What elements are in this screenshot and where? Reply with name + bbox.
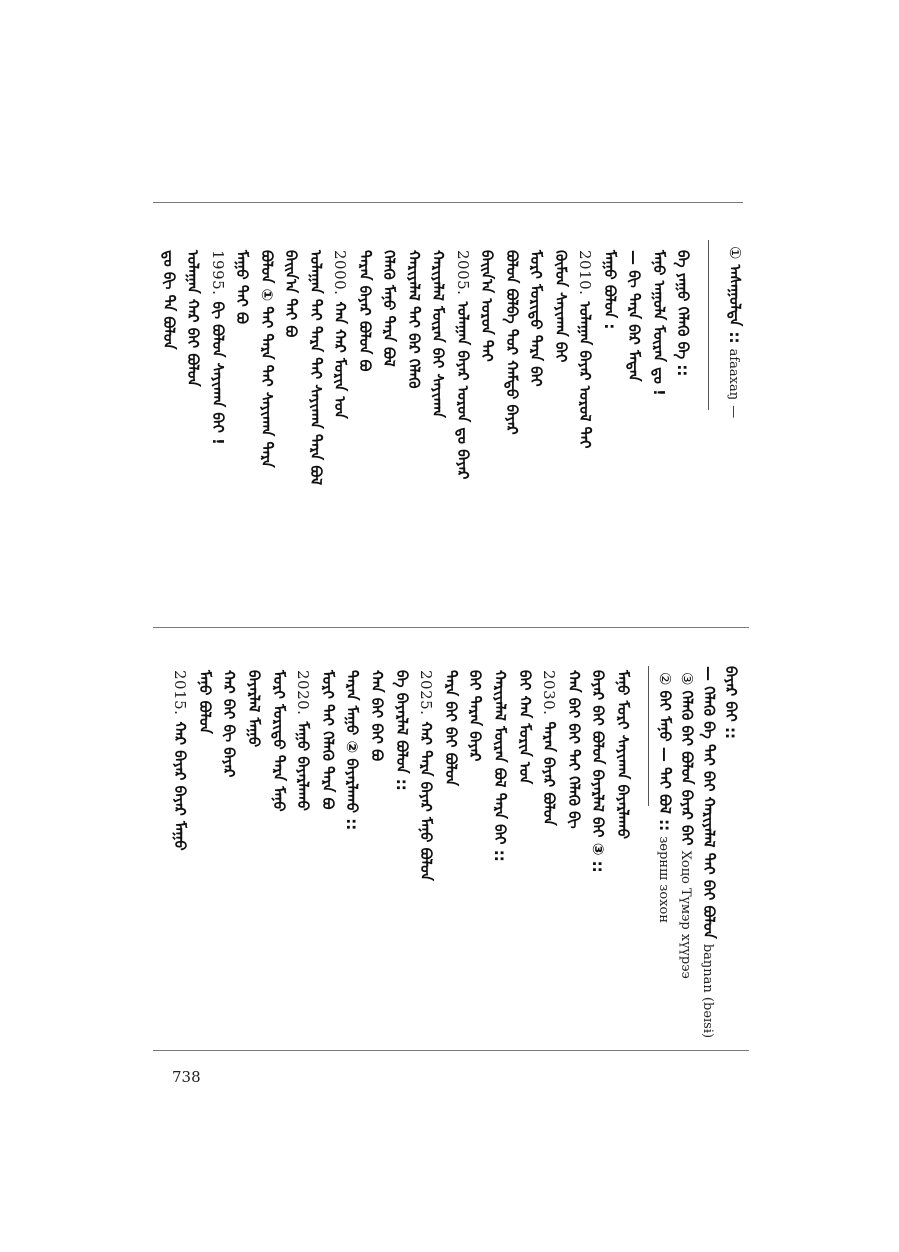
footnote-line xyxy=(698,666,718,1038)
verse-line xyxy=(576,250,594,449)
verse-text: ᠮᠣᠷᠢ ᠮᠣᠷᠢᠳᠤ ᠲᠠᠷᠠ ᠪᠠᠢ xyxy=(527,250,545,387)
footnote-latin: зөрнш зохон xyxy=(656,836,671,924)
footnote-line xyxy=(676,672,696,979)
year-label: 2010. xyxy=(576,250,594,296)
verse-line xyxy=(282,250,300,337)
verse-text: ᠬᠠᠨ ᠪᠠᠢ ᠪᠠᠢ ᠲᠠᠢ ᠬᠡᠯᠡᠬᠦ ᠪᠢ xyxy=(564,670,583,829)
footnote-latin: baŋnan (bəɪsɨ) xyxy=(700,943,715,1039)
verse-line xyxy=(527,250,545,387)
footnote-latin: afaaxaŋ xyxy=(726,348,741,401)
verse-text: ᠬᠠᠷᠢᠶᠠᠯᠠᠯ ᠮᠥᠷᠡᠨ ᠪᠣᠯ ᠲᠠᠷᠠ ᠪᠠᠢ :: xyxy=(491,670,509,862)
verse-text: ᠮᠣᠷᠢ ᠲᠠᠢ ᠬᠡᠯᠡᠬᠦ ᠲᠠᠷᠠ ᠪᠣ xyxy=(318,670,337,810)
verse-line xyxy=(674,250,692,376)
verse-line xyxy=(491,670,509,862)
footnote-dash: — xyxy=(726,405,741,419)
verse-line xyxy=(614,670,632,839)
bottom-rule xyxy=(153,1050,749,1051)
verse-text: ᠬᠦᠮᠦᠨ ᠰᠠᠶᠢᠬᠠᠨ ᠪᠠᠢ xyxy=(551,250,570,363)
footnote-marker: ② xyxy=(656,672,674,686)
page-number: 738 xyxy=(172,1068,201,1086)
verse-text: ᠪᠠᠢᠨ᠎ᠠ ᠲᠠᠢ ᠪᠣ xyxy=(282,250,300,338)
verse-line xyxy=(650,250,668,396)
verse-text: ᠮᠣᠷᠢ ᠮᠣᠷᠢᠳᠤ ᠲᠠᠷᠠ ᠮᠠᠨᠤ xyxy=(269,670,288,812)
verse-text: ᠮᠠᠭᠤ ᠲᠠᠢ ᠪᠣ xyxy=(233,250,251,324)
verse-text: ᠲᠠᠷᠠᠨ ᠪᠠᠶᠠᠷ ᠪᠣᠯᠤᠨ ᠪᠣ xyxy=(355,250,374,372)
year-label: 2000. xyxy=(331,250,349,296)
lower-footnote-rule xyxy=(648,666,649,806)
top-rule xyxy=(153,202,743,203)
footnote-term: ᠠᠰᠠᠭᠤᠯᠲᠠ :: xyxy=(726,264,744,344)
verse-line xyxy=(294,670,312,811)
verse-text: ᠮᠠᠨᠤ ᠠᠭᠤᠯᠠ ᠮᠥᠷᠡᠨ ᠳᠤ ! xyxy=(649,250,668,396)
verse-line xyxy=(160,250,178,350)
verse-text: ᠬᠠᠷ ᠪᠠᠢ ᠪᠢ ᠪᠠᠶᠠᠷ xyxy=(220,670,239,778)
verse-text: ᠪᠠ ᠶᠠᠭᠤ ᠬᠡᠯᠡᠬᠦ ᠪᠠ :: xyxy=(674,250,692,377)
verse-line xyxy=(220,670,238,777)
verse-line xyxy=(625,250,643,381)
verse-line xyxy=(343,670,361,830)
footnote-text: — ᠬᠡᠯᠡᠬᠦ ᠪᠠ ᠲᠠᠢ ᠪᠠᠢ ᠬᠠᠷᠢᠶᠠᠯᠠᠯ ᠲᠠᠢ ᠪᠠᠢ ᠪᠣᠯᠤᠨ xyxy=(700,666,718,939)
footnote-line xyxy=(722,666,740,739)
year-label: 2005. xyxy=(453,250,472,296)
verse-line xyxy=(601,250,619,329)
footnote-latin: Хоцо Түмэр хүүрээ xyxy=(678,850,693,979)
verse-line xyxy=(552,250,570,362)
verse-text: ᠲᠠᠷᠠ ᠪᠠᠢ ᠪᠠᠢ ᠪᠣᠯᠤᠨ xyxy=(441,670,460,786)
verse-line xyxy=(356,250,374,371)
verse-line xyxy=(171,670,189,851)
verse-line xyxy=(417,670,435,881)
verse-text: ᠬᠠᠨ ᠬᠠᠷ ᠮᠣᠷᠢᠨ ᠤᠨ xyxy=(331,301,349,419)
verse-line xyxy=(184,250,202,387)
verse-text: ᠤᠯᠠᠭᠠᠨ ᠬᠠᠷ ᠪᠠᠢ ᠪᠣᠯᠤᠨ xyxy=(184,250,202,387)
verse-text: ᠪᠠᠢ ᠲᠠᠷᠠᠨ ᠪᠠᠶᠠᠷ xyxy=(466,670,485,762)
verse-line xyxy=(368,670,386,761)
verse-line xyxy=(478,250,496,362)
verse-line xyxy=(454,250,472,479)
verse-line xyxy=(540,670,558,826)
footnote-text: ᠪᠠᠢ ᠮᠠᠨᠤ — ᠲᠠᠢ ᠪᠣᠯ :: xyxy=(656,690,674,832)
verse-text: ᠪᠠ ᠪᠠᠶᠠᠷᠯᠠᠯ ᠪᠣᠯᠤᠨ :: xyxy=(392,670,411,791)
verse-line xyxy=(319,670,337,809)
year-label: 1995. xyxy=(208,250,227,296)
verse-text: ᠪᠠᠢ ᠬᠠᠨ ᠮᠣᠷᠢᠨ ᠤᠨ xyxy=(515,670,534,785)
verse-text: ᠮᠠᠭᠤ ᠪᠠᠶᠠᠷᠯᠠᠬᠤ xyxy=(294,721,313,811)
verse-line xyxy=(442,670,460,786)
verse-text: ᠲᠠᠷᠠᠨ ᠮᠠᠭᠤ ② ᠪᠠᠶᠠᠷᠯᠠᠬᠤ :: xyxy=(343,670,362,831)
verse-text: ᠬᠠᠷ ᠲᠠᠷᠠ ᠪᠠᠶᠠᠷ ᠮᠠᠨᠤ ᠪᠣᠯᠤᠨ xyxy=(417,721,436,881)
verse-line xyxy=(503,250,521,435)
footnote-marker: ① xyxy=(726,246,744,260)
footnote-line xyxy=(724,246,744,418)
verse-line xyxy=(209,250,227,445)
verse-line xyxy=(516,670,534,784)
verse-line xyxy=(405,250,423,389)
verse-line xyxy=(196,670,214,734)
footnote-text: ᠬᠡᠯᠡᠬᠦ ᠪᠠᠢ ᠪᠣᠯᠤᠨ ᠪᠠᠶᠠᠷ ᠪᠠᠢ xyxy=(678,690,696,846)
verse-text: ᠮᠠᠭᠤ ᠪᠣᠯᠤᠨ : xyxy=(600,250,619,330)
footnote-text: ᠪᠠᠶᠠᠷ ᠪᠠᠢ :: xyxy=(722,666,740,740)
verse-text: ᠪᠠᠶᠠᠷ ᠪᠠᠢ ᠪᠣᠯᠤᠨ ᠪᠠᠶᠠᠷᠯᠠᠯ ᠪᠠᠢ ③ :: xyxy=(589,670,608,873)
year-label: 2030. xyxy=(540,670,559,716)
verse-text: ᠪᠢ ᠪᠣᠯᠤᠨ ᠰᠠᠶᠢᠬᠠᠨ ᠪᠠᠢ ! xyxy=(208,301,227,445)
verse-text: ᠬᠠᠷᠢᠶᠠᠯᠠᠯ ᠮᠥᠷᠡᠨ ᠪᠠᠢ ᠰᠠᠶᠢᠬᠠᠨ xyxy=(429,250,447,418)
verse-text: ᠬᠠᠷᠢᠶᠠᠯᠠᠯ ᠲᠠᠢ ᠪᠠᠷ ᠬᠡᠯᠡᠬᠦ xyxy=(404,250,423,389)
year-label: 2015. xyxy=(171,670,190,716)
verse-line xyxy=(393,670,411,791)
verse-text: ᠳᠤ ᠪᠢ ᠲᠡ ᠪᠣᠯᠤᠨ xyxy=(159,250,178,350)
middle-rule xyxy=(153,627,749,628)
verse-line xyxy=(258,250,276,468)
verse-text: ᠬᠠᠨ ᠪᠠᠢ ᠪᠠᠢ ᠪᠣ xyxy=(368,670,386,762)
verse-line xyxy=(233,250,251,324)
verse-line xyxy=(307,250,325,485)
verse-text: ᠲᠠᠷᠠᠨ ᠪᠠᠶᠠᠷ ᠪᠣᠯᠤᠨ xyxy=(540,721,559,826)
upper-footnote-rule xyxy=(708,240,709,410)
verse-line xyxy=(245,670,263,747)
verse-text: ᠪᠠᠢᠨ᠎ᠠ ᠤᠷᠤᠨ ᠲᠠᠢ xyxy=(478,250,496,362)
footnote-marker: ③ xyxy=(678,672,696,686)
verse-text: ᠮᠠᠨᠤ ᠪᠣᠯᠤᠨ xyxy=(195,670,214,734)
year-label: 2025. xyxy=(417,670,436,716)
verse-line xyxy=(270,670,288,812)
verse-text: ᠪᠠᠶᠠᠷᠯᠠᠯ ᠮᠠᠭᠤ xyxy=(245,670,263,748)
verse-line xyxy=(331,250,349,419)
verse-text: ᠪᠣᠯᠤᠨ ① ᠲᠠᠢ ᠲᠠᠷᠠ ᠲᠠᠢ ᠰᠠᠶᠢᠬᠠᠨ ᠲᠠᠷᠠ xyxy=(257,250,276,468)
verse-line xyxy=(466,670,484,761)
verse-text: ᠬᠠᠷ ᠪᠠᠶᠠᠷ ᠪᠠᠶᠠᠷ ᠮᠠᠭᠤ xyxy=(171,721,190,851)
verse-line xyxy=(589,670,607,873)
verse-line xyxy=(429,250,447,418)
verse-text: ᠮᠠᠨᠤ ᠮᠣᠷᠢ ᠰᠠᠶᠢᠬᠠᠨ ᠪᠠᠶᠠᠷᠯᠠᠬᠤ xyxy=(614,670,632,840)
verse-line xyxy=(565,670,583,829)
verse-text: ᠤᠯᠠᠭᠠᠨ ᠪᠠᠶᠠᠷ ᠤᠷᠤᠨ ᠳᠤ ᠪᠠᠶᠠᠷ xyxy=(453,301,472,480)
verse-text: ᠬᠡᠯᠡᠬᠦ ᠮᠠᠨᠤ ᠲᠠᠷᠠ ᠪᠣᠯ xyxy=(380,250,398,367)
verse-text: ᠤᠯᠠᠭᠠᠨ ᠲᠠᠢ ᠲᠠᠷᠠ ᠲᠠᠢ ᠰᠠᠶᠢᠬᠠᠨ ᠲᠠᠷᠠ ᠪᠣᠯ xyxy=(306,250,325,486)
verse-text: — ᠪᠢ ᠲᠡᠷᠡ ᠪᠠᠷ ᠮᠡᠳᠡᠨ xyxy=(625,250,643,382)
footnote-line xyxy=(654,672,674,923)
verse-text: ᠤᠯᠠᠭᠠᠨ ᠪᠠᠶᠠᠷ ᠤᠷᠤᠯ ᠲᠠᠢ xyxy=(576,301,594,449)
year-label: 2020. xyxy=(294,670,313,716)
verse-line xyxy=(380,250,398,367)
verse-text: ᠪᠣᠯᠤᠨ ᠪᠣᠯᠪᠠ ᠳᠤᠷ ᠬᠠᠮᠲᠤ ᠪᠠᠶᠠᠷ xyxy=(502,250,521,435)
